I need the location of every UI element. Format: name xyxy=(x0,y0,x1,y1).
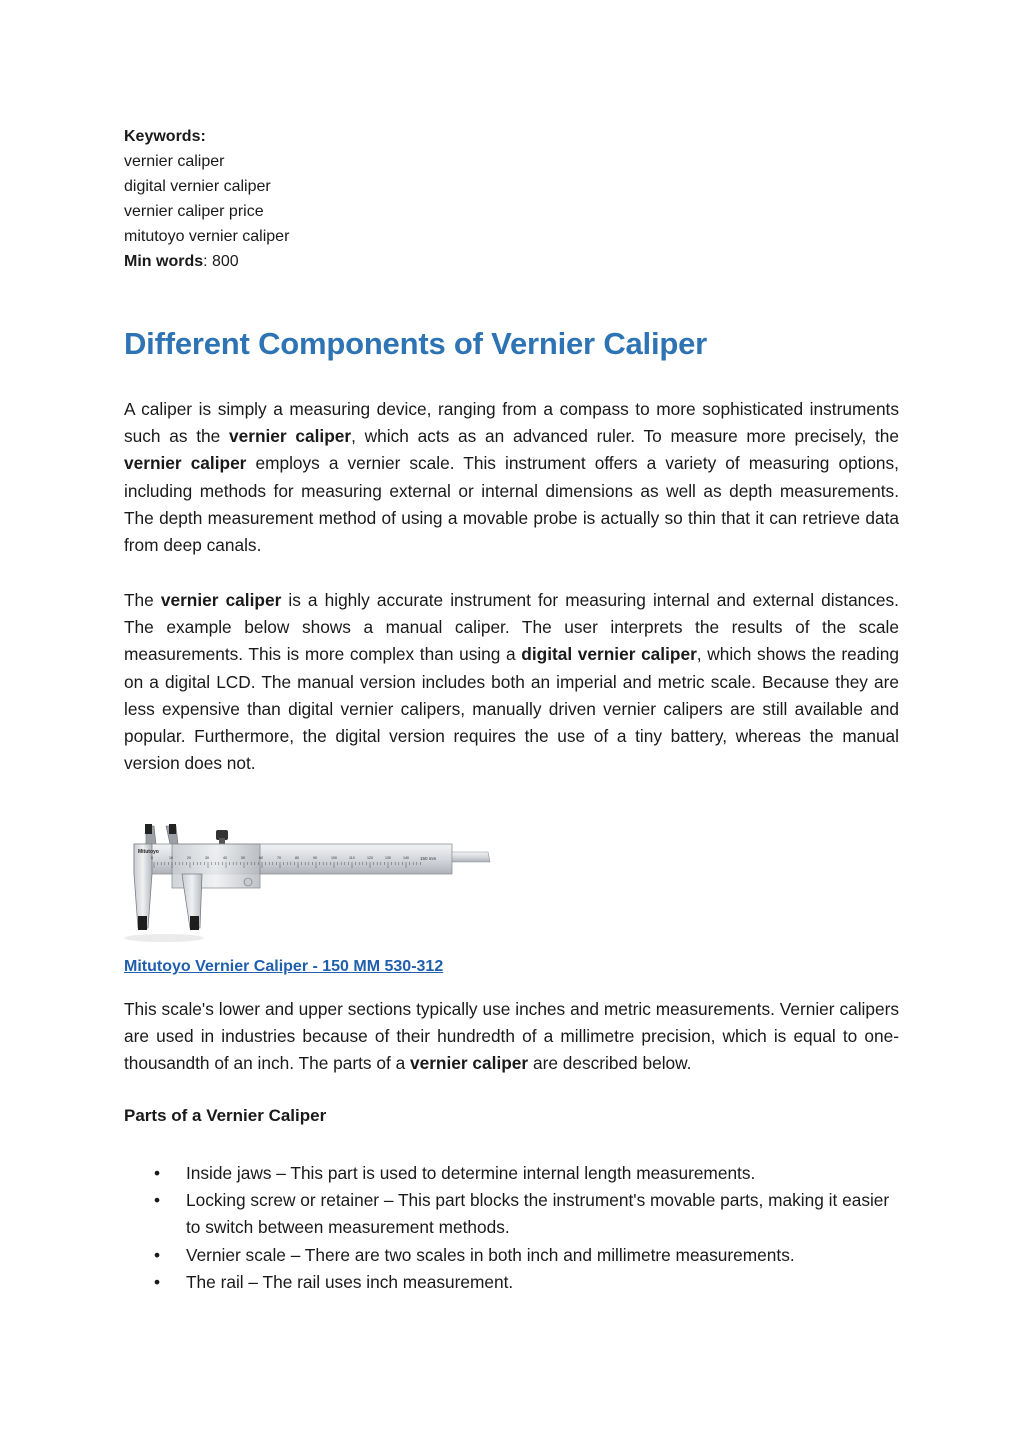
text-run: are described below. xyxy=(528,1053,692,1074)
list-item-text: The rail – The rail uses inch measurement. xyxy=(186,1271,514,1292)
caliper-scale-end-label: 150 mm xyxy=(420,856,437,861)
min-words-label: Min words xyxy=(124,253,204,270)
caliper-tick-label: 0 xyxy=(151,856,153,860)
intro-paragraph xyxy=(124,396,899,559)
bullet-icon: • xyxy=(154,1163,161,1183)
vernier-caliper-image xyxy=(124,818,494,948)
parts-intro-paragraph xyxy=(124,996,899,1078)
text-run: employs a vernier scale. This instrument offers a variety of measuring options, including methods for measuring external or internal dimensions as well as depth measurements. The depth measurement method of using a movable probe is actually so thin that it can retrieve data from deep canals. xyxy=(124,453,899,556)
text-run: , which acts as an advanced ruler. To measure more precisely, the xyxy=(351,426,900,447)
bullet-icon: • xyxy=(154,1190,161,1211)
caliper-tick-label: 60 xyxy=(259,856,263,860)
text-run: , which shows the reading on a digital LCD. The manual version includes both an imperial and metric scale. Because they are less expensive than digital vernier calipers, manually driven vernier calipers are still available and popular. Furthermore, the digital version requires the use of a tiny battery, whereas the manual version does not. xyxy=(124,644,899,774)
bold-term: vernier caliper xyxy=(124,453,247,474)
page-title: Different Components of Vernier Caliper xyxy=(124,326,708,361)
bullet-icon: • xyxy=(154,1244,161,1265)
keyword-item: vernier caliper price xyxy=(124,203,264,220)
parts-heading: Parts of a Vernier Caliper xyxy=(124,1106,327,1125)
list-item-text: Inside jaws – This part is used to determine internal length measurements. xyxy=(186,1163,756,1183)
caliper-tick-label: 130 xyxy=(385,856,391,860)
caliper-tick-label: 90 xyxy=(313,856,317,860)
list-item xyxy=(124,1160,899,1187)
list-item-text: Locking screw or retainer – This part blocks the instrument's movable parts, making it easier to switch between measurement methods. xyxy=(186,1190,890,1238)
caliper-tick-label: 70 xyxy=(277,856,281,860)
caliper-brand-label: Mitutoyo xyxy=(138,849,159,855)
bold-term: vernier caliper xyxy=(409,1053,529,1074)
bullet-icon: • xyxy=(154,1271,161,1292)
keywords-block xyxy=(124,124,289,274)
list-item xyxy=(124,1187,899,1241)
caliper-tick-label: 30 xyxy=(205,856,209,860)
bold-term: vernier caliper xyxy=(229,426,352,447)
caliper-tick-label: 100 xyxy=(331,856,337,860)
caliper-tick-label: 80 xyxy=(295,856,299,860)
caliper-tick-label: 20 xyxy=(187,856,191,860)
text-run: The xyxy=(124,590,161,610)
caliper-tick-label: 50 xyxy=(241,856,245,860)
keyword-item: mitutoyo vernier caliper xyxy=(124,228,290,245)
parts-list xyxy=(124,1160,899,1296)
bold-term: vernier caliper xyxy=(160,590,282,610)
caliper-tick-label: 140 xyxy=(403,856,409,860)
min-words-value: : 800 xyxy=(203,253,239,270)
caliper-tick-label: 110 xyxy=(349,856,355,860)
min-words-line xyxy=(124,249,289,274)
keyword-item: vernier caliper xyxy=(124,153,225,170)
text-run: This scale's lower and upper sections typically use inches and metric measurements. Vernier calipers are used in industries because of their hundredth of a millimetre precision, which is equal to one-thousandth of an inch. The parts of a xyxy=(124,999,899,1074)
list-item xyxy=(124,1269,899,1296)
bold-term: digital vernier caliper xyxy=(521,644,697,665)
caliper-tick-label: 10 xyxy=(169,856,173,860)
keyword-item: digital vernier caliper xyxy=(124,178,271,195)
caliper-tick-label: 40 xyxy=(223,856,227,860)
caliper-tick-label: 120 xyxy=(367,856,373,860)
text-run: is a highly accurate instrument for measuring internal and external distances. The example below shows a manual caliper. The user interprets the results of the scale measurements. This is more complex than using a xyxy=(124,590,899,665)
keywords-label: Keywords: xyxy=(124,128,206,145)
list-item xyxy=(124,1242,899,1269)
caliper-product-link[interactable]: Mitutoyo Vernier Caliper - 150 MM 530-312 xyxy=(124,958,444,975)
list-item-text: Vernier scale – There are two scales in both inch and millimetre measurements. xyxy=(186,1244,795,1265)
comparison-paragraph xyxy=(124,587,899,777)
text-run: A caliper is simply a measuring device, ranging from a compass to more sophisticated instruments such as the xyxy=(124,399,899,447)
